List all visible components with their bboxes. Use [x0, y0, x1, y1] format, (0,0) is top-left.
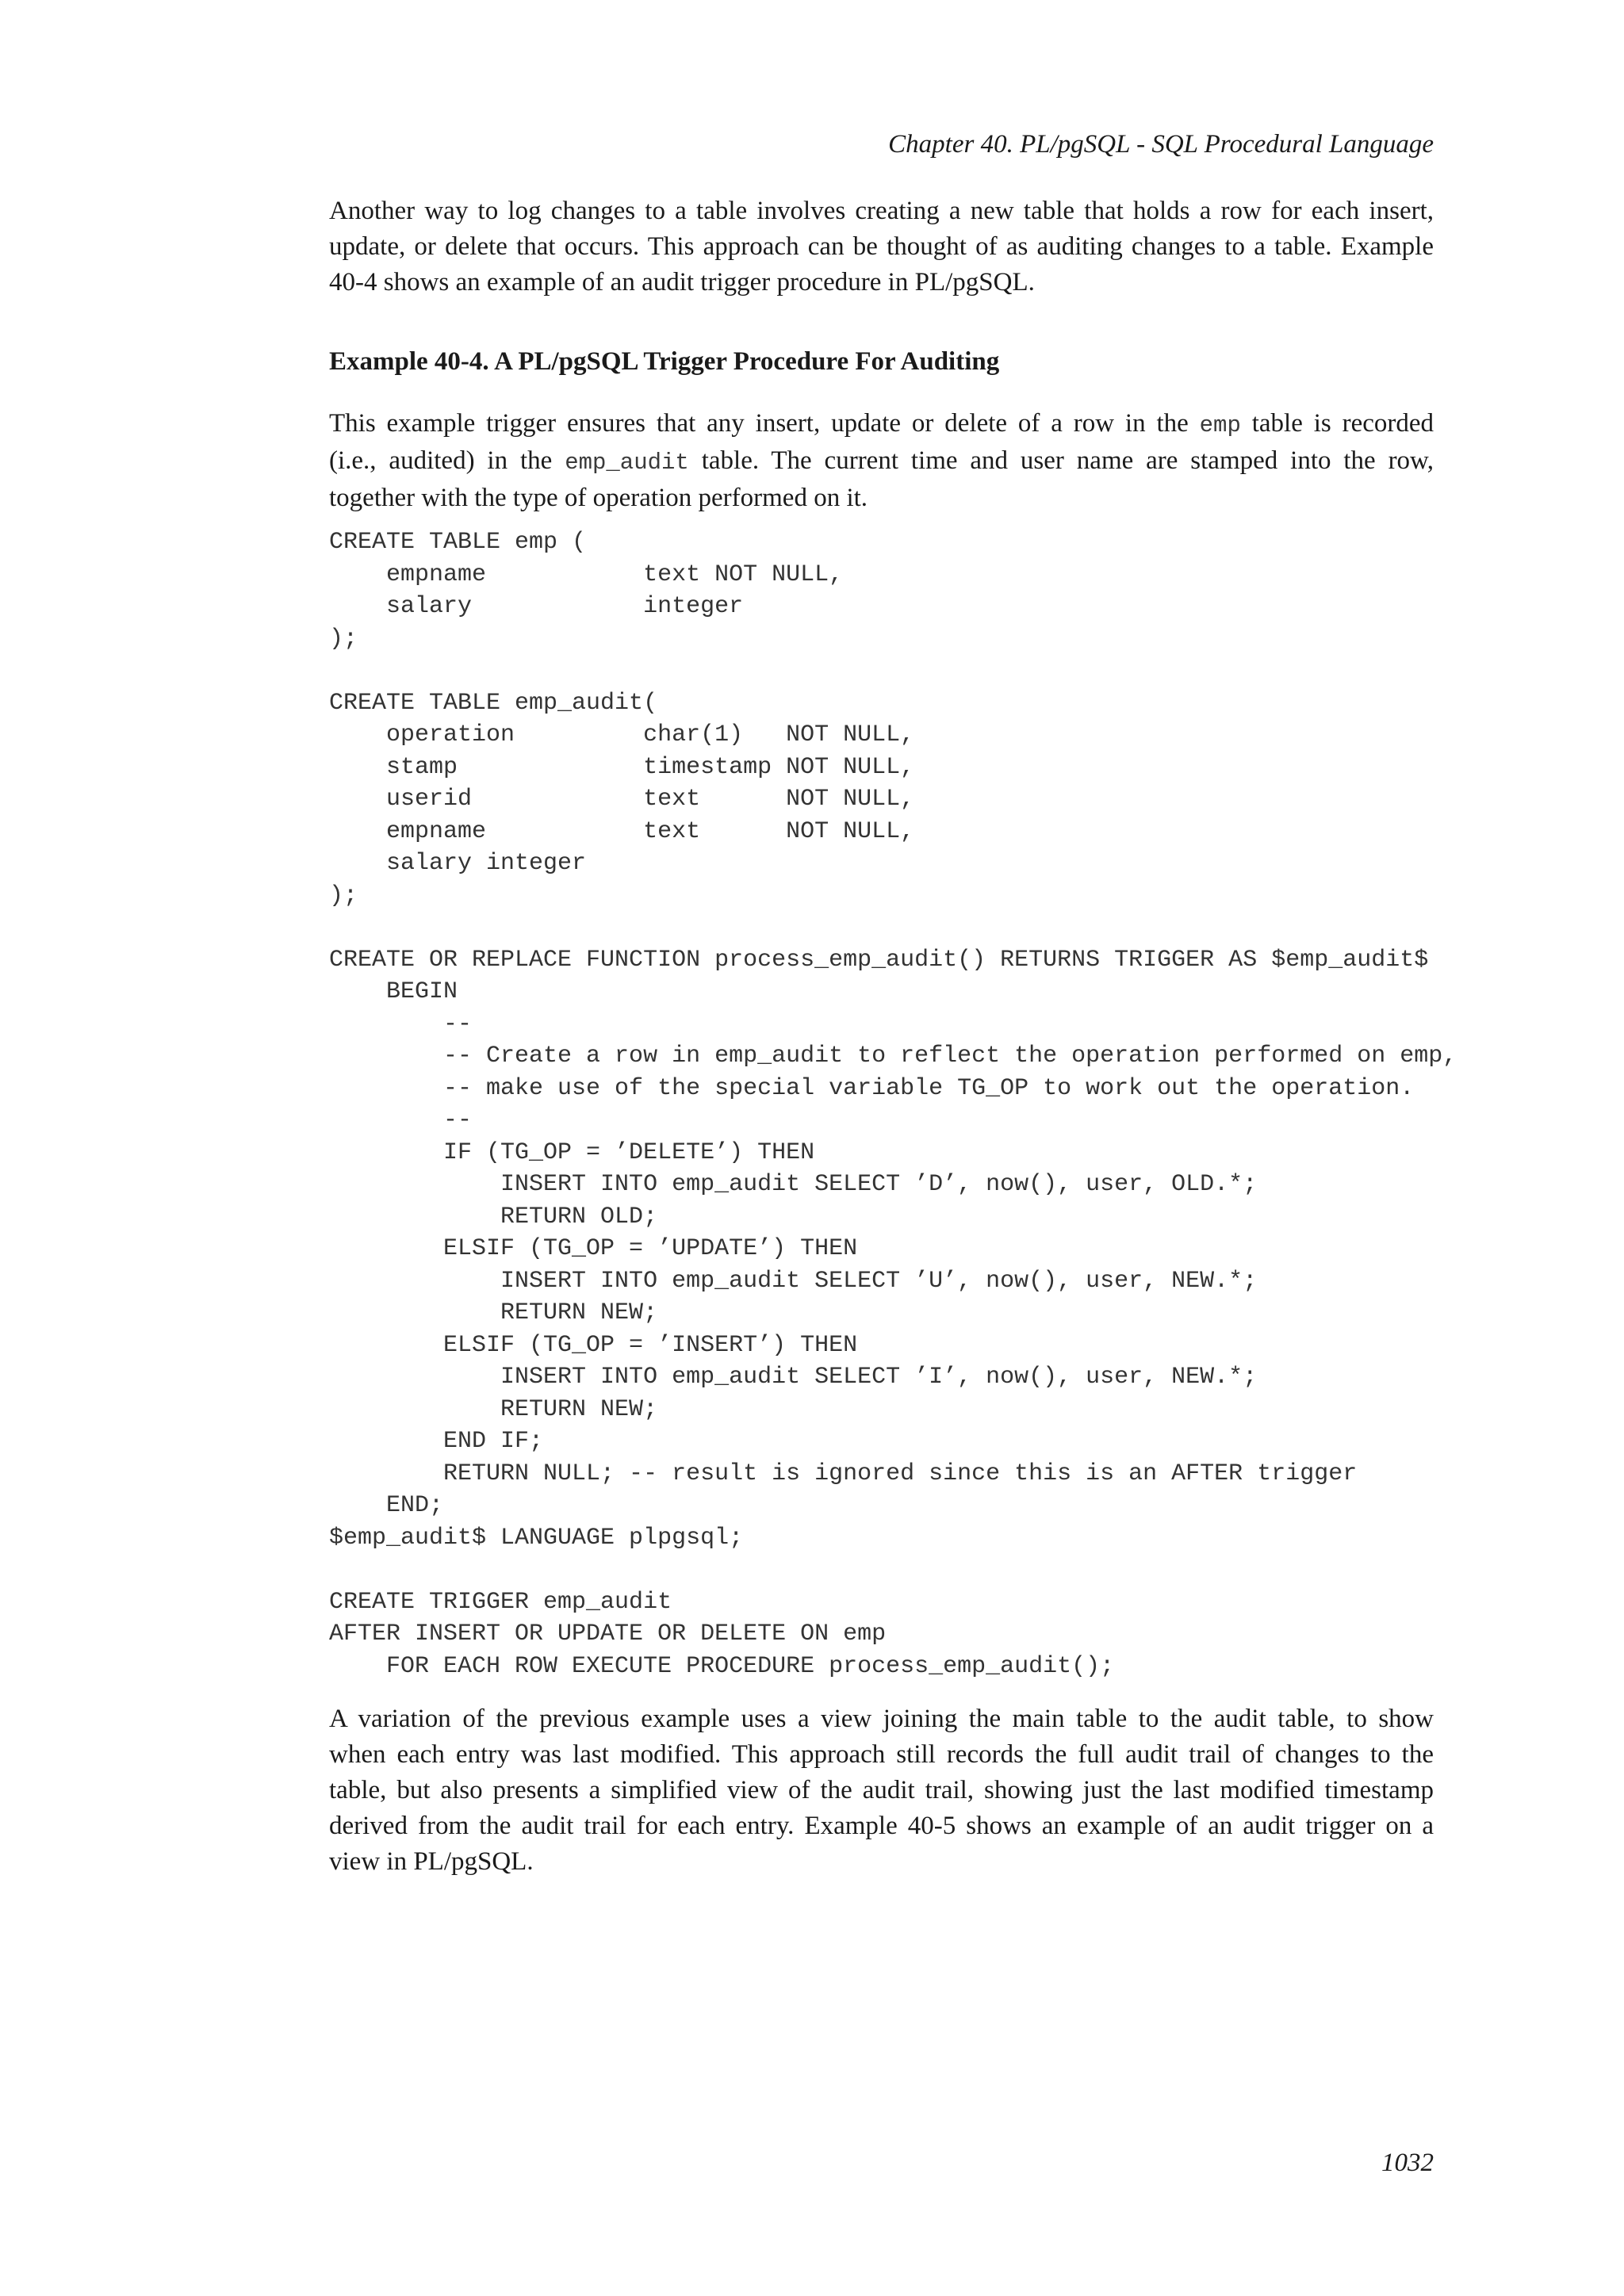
code-line: salary integer: [329, 593, 744, 620]
code-line: [329, 1554, 1519, 1586]
example-description-line: [329, 406, 1434, 443]
intro-paragraph-line: update, or delete that occurs. This approach can be thought of as auditing changes to a table. Example: [329, 232, 1434, 261]
code-line: FOR EACH ROW EXECUTE PROCEDURE process_emp_audit();: [329, 1652, 1115, 1680]
code-line: [329, 912, 1519, 944]
code-line: -- Create a row in emp_audit to reflect the operation performed on emp,: [329, 1043, 1457, 1070]
example-description-line: [329, 443, 1434, 480]
code-line: -- make use of the special variable TG_OP to work out the operation.: [329, 1074, 1415, 1102]
page-number: 1032: [1381, 2149, 1434, 2177]
code-line: [329, 655, 1519, 687]
code-line: INSERT INTO emp_audit SELECT ’D’, now(), user, OLD.*;: [329, 1171, 1258, 1198]
intro-paragraph: [329, 193, 1434, 300]
code-line: IF (TG_OP = ’DELETE’) THEN: [329, 1138, 815, 1166]
code-line: CREATE TABLE emp (: [329, 529, 587, 556]
description-text: table is recorded: [1240, 409, 1434, 438]
code-line: CREATE OR REPLACE FUNCTION process_emp_audit() RETURNS TRIGGER AS $emp_audit$: [329, 946, 1429, 974]
code-listing: [329, 526, 1519, 1682]
example-description: [329, 406, 1434, 516]
code-line: --: [329, 1107, 473, 1134]
inline-code-emp-audit: emp_audit: [565, 450, 689, 476]
closing-paragraph-line: derived from the audit trail for each entry. Example 40-5 shows an example of an audit trigger on a: [329, 1812, 1434, 1840]
code-line: --: [329, 1010, 473, 1038]
example-description-line: together with the type of operation performed on it.: [329, 484, 868, 512]
intro-paragraph-line: Another way to log changes to a table involves creating a new table that holds a row for each insert,: [329, 197, 1434, 225]
closing-paragraph-line: when each entry was last modified. This approach still records the full audit trail of changes to the: [329, 1740, 1434, 1769]
code-line: );: [329, 882, 358, 909]
description-text: table. The current time and user name are stamped into the row,: [688, 446, 1434, 475]
closing-paragraph-line: view in PL/pgSQL.: [329, 1847, 534, 1876]
code-line: empname text NOT NULL,: [329, 817, 915, 845]
example-title: Example 40-4. A PL/pgSQL Trigger Procedure For Auditing: [329, 347, 1000, 376]
code-line: stamp timestamp NOT NULL,: [329, 753, 915, 781]
code-line: ELSIF (TG_OP = ’INSERT’) THEN: [329, 1331, 858, 1359]
code-line: );: [329, 625, 358, 652]
code-line: AFTER INSERT OR UPDATE OR DELETE ON emp: [329, 1621, 887, 1647]
closing-paragraph: [329, 1701, 1434, 1880]
code-line: userid text NOT NULL,: [329, 786, 915, 813]
code-line: CREATE TRIGGER emp_audit: [329, 1588, 672, 1616]
code-line: operation char(1) NOT NULL,: [329, 721, 915, 748]
code-line: INSERT INTO emp_audit SELECT ’I’, now(), user, NEW.*;: [329, 1364, 1258, 1391]
code-line: END;: [329, 1492, 444, 1519]
closing-paragraph-line: A variation of the previous example uses a view joining the main table to the audit table, to show: [329, 1705, 1434, 1733]
code-line: INSERT INTO emp_audit SELECT ’U’, now(), user, NEW.*;: [329, 1267, 1258, 1295]
code-line: empname text NOT NULL,: [329, 561, 844, 588]
code-line: RETURN OLD;: [329, 1203, 658, 1230]
code-line: RETURN NEW;: [329, 1299, 658, 1326]
code-line: RETURN NEW;: [329, 1395, 658, 1423]
intro-paragraph-line: 40-4 shows an example of an audit trigger procedure in PL/pgSQL.: [329, 268, 1035, 297]
code-line: BEGIN: [329, 978, 458, 1005]
code-line: CREATE TABLE emp_audit(: [329, 689, 658, 717]
code-line: $emp_audit$ LANGUAGE plpgsql;: [329, 1524, 744, 1552]
code-line: END IF;: [329, 1428, 544, 1455]
inline-code-emp: emp: [1199, 412, 1241, 438]
closing-paragraph-line: table, but also presents a simplified view of the audit trail, showing just the last modified timestamp: [329, 1776, 1434, 1804]
code-line: ELSIF (TG_OP = ’UPDATE’) THEN: [329, 1235, 858, 1262]
code-line: salary integer: [329, 850, 587, 877]
code-line: RETURN NULL; -- result is ignored since this is an AFTER trigger: [329, 1460, 1358, 1487]
description-text: This example trigger ensures that any insert, update or delete of a row in the: [329, 409, 1200, 438]
running-header: Chapter 40. PL/pgSQL - SQL Procedural Language: [888, 130, 1434, 159]
description-text: (i.e., audited) in the: [329, 446, 565, 475]
